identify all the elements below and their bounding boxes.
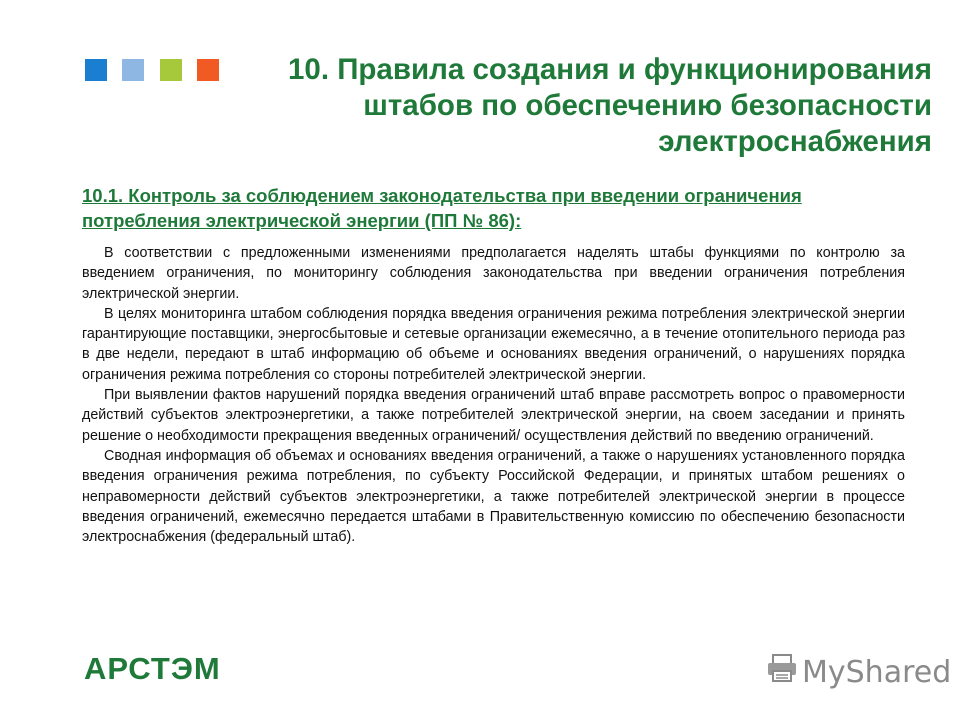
myshared-watermark xyxy=(766,656,951,688)
watermark-label: MyShared xyxy=(802,654,952,690)
arstem-logo: АРСТЭМ xyxy=(84,651,221,686)
paragraph-2: В целях мониторинга штабом соблюдения порядка введения ограничения режима потребления электрической энергии гарантирующие поставщики, энергосбытовые и сетевые организации ежемесячно, а в течение отопительного периода раз в две недели, передают в штаб информацию об объеме и основаниях введения ограничений, о нарушениях порядка ограничения режима потребления со стороны потребителей электрической энергии. xyxy=(82,305,905,383)
light-blue-square xyxy=(122,59,144,81)
green-square xyxy=(160,59,182,81)
body-text xyxy=(82,243,905,547)
paragraph-1: В соответствии с предложенными изменениями предполагается наделять штабы функциями по контролю за введением ограничения, по мониторингу соблюдения законодательства при введении ограничения потребления электрической энергии. xyxy=(82,245,905,302)
section-heading: 10.1. Контроль за соблюдением законодательства при введении ограничения потребления электрической энергии (ПП № 86): xyxy=(82,185,802,231)
slide-title: 10. Правила создания и функционирования штабов по обеспечению безопасности электроснабжения xyxy=(288,53,932,158)
paragraph-4: Сводная информация об объемах и основаниях введения ограничений, а также о нарушениях установленного порядка введения ограничения режима потребления, по субъекту Российской Федерации, и принятых штабом решениях о неправомерности действий субъектов электроэнергетики, а также потребителей электрической энергии в процессе введения ограничений, ежемесячно передается штабами в Правительственную комиссию по обеспечению безопасности электроснабжения (федеральный штаб). xyxy=(82,447,905,546)
blue-square xyxy=(85,59,107,81)
printer-icon xyxy=(766,653,802,691)
paragraph-3: При выявлении фактов нарушений порядка введения ограничений штаб вправе рассмотреть вопрос о правомерности действий субъектов электроэнергетики, а также потребителей электрической энергии, на своем заседании и принять решение о необходимости прекращения введенных ограничений/ осуществления действий по введению ограничений. xyxy=(82,387,905,444)
orange-square xyxy=(197,59,219,81)
